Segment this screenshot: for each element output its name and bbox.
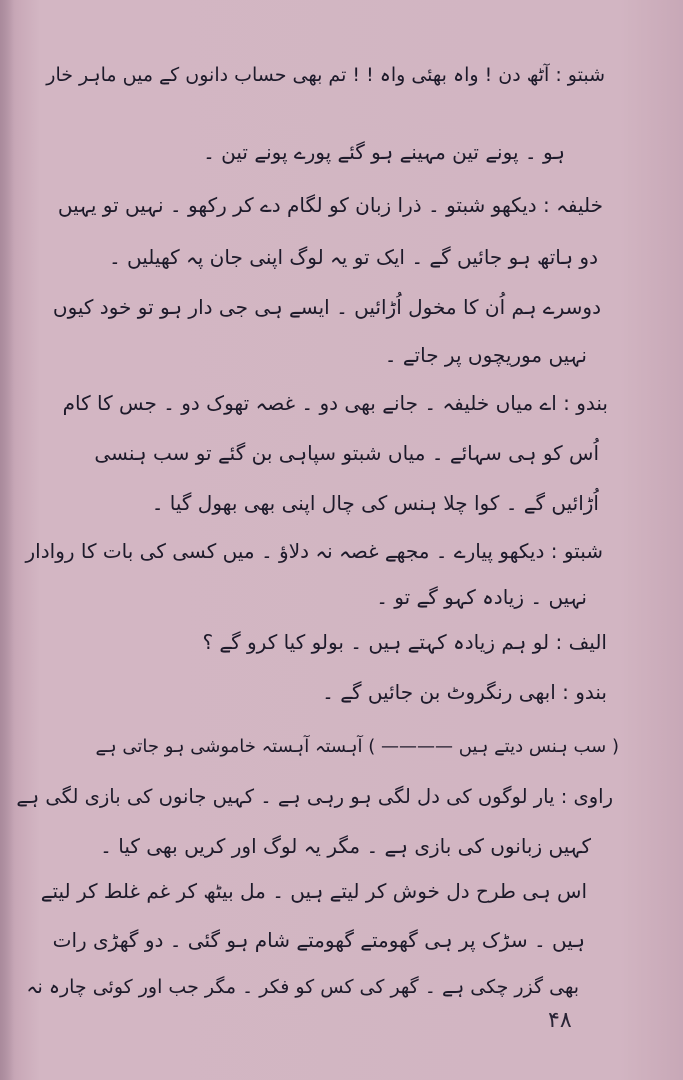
text-line: بھی گزر چکی ہے ۔ گھر کی کس کو فکر ۔ مگر جب اور کوئی چارہ نہ <box>26 976 579 998</box>
text-line: بندو : ابھی رنگروٹ بن جائیں گے ۔ <box>322 680 607 704</box>
text-line: ہیں ۔ سڑک پر ہی گھومتے گھومتے شام ہو گئی ۔ دو گھڑی رات <box>52 928 585 952</box>
page-number: ۴۸ <box>548 1008 572 1033</box>
text-line: اُس کو ہی سہائے ۔ میاں شبتو سپاہی بن گئے تو سب ہنسی <box>94 441 599 465</box>
text-line: نہیں موریچوں پر جاتے ۔ <box>384 343 587 367</box>
text-line: خلیفہ : دیکھو شبتو ۔ ذرا زبان کو لگام دے کر رکھو ۔ نہیں تو یہیں <box>57 193 603 217</box>
text-line: بندو : اے میاں خلیفہ ۔ جانے بھی دو ۔ غصہ تھوک دو ۔ جس کا کام <box>62 391 608 415</box>
text-line: اس ہی طرح دل خوش کر لیتے ہیں ۔ مل بیٹھ کر غم غلط کر لیتے <box>40 879 587 903</box>
text-line: ہو ۔ پونے تین مہینے ہو گئے پورے پونے تین ۔ <box>203 140 565 164</box>
text-line: اُڑائیں گے ۔ کوا چلا ہنس کی چال اپنی بھی بھول گیا ۔ <box>151 491 599 515</box>
text-line: شبتو : آٹھ دن ! واہ بھئی واہ ! ! تم بھی حساب دانوں کے میں ماہر خار <box>46 64 605 86</box>
stage-direction: ( سب ہنس دیتے ہیں ———— ) آہستہ آہستہ خاموشی ہو جاتی ہے <box>95 736 619 757</box>
text-line: نہیں ۔ زیادہ کہو گے تو ۔ <box>376 585 587 609</box>
text-line: راوی : یار لوگوں کی دل لگی ہو رہی ہے ۔ کہیں جانوں کی بازی لگی ہے <box>16 785 613 808</box>
text-line: الیف : لو ہم زیادہ کہتے ہیں ۔ بولو کیا کرو گے ؟ <box>202 630 607 654</box>
text-line: دو ہاتھ ہو جائیں گے ۔ ایک تو یہ لوگ اپنی جان پہ کھیلیں ۔ <box>108 245 598 269</box>
text-line: کہیں زبانوں کی بازی ہے ۔ مگر یہ لوگ اور کریں بھی کیا ۔ <box>100 834 591 858</box>
text-line: دوسرے ہم اُن کا مخول اُڑائیں ۔ ایسے ہی جی دار ہو تو خود کیوں <box>52 295 601 319</box>
text-line: شبتو : دیکھو پیارے ۔ مجھے غصہ نہ دلاؤ ۔ میں کسی کی بات کا روادار <box>25 539 603 563</box>
